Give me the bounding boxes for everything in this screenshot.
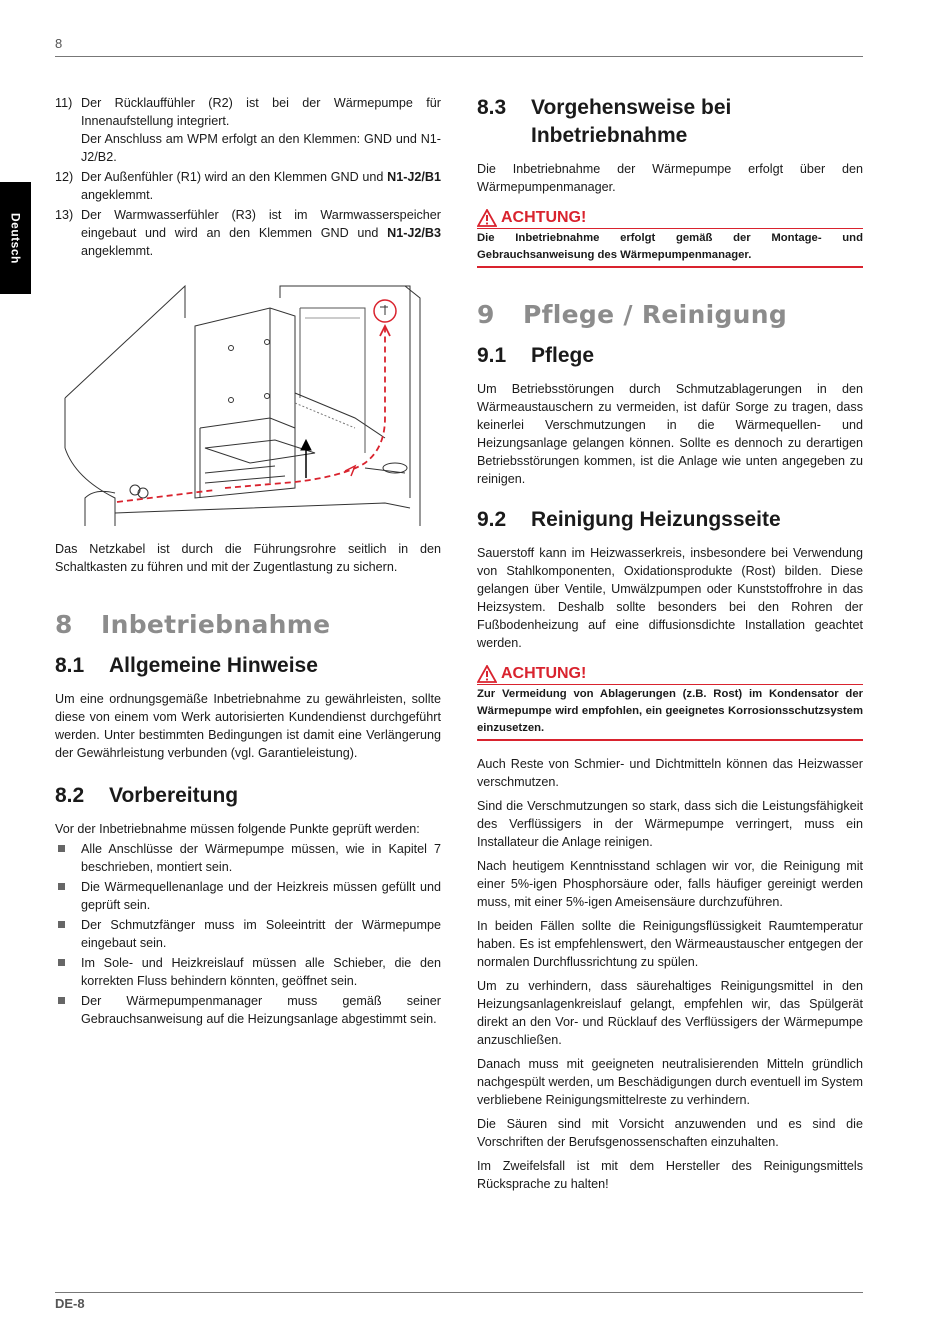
- footer-page-label: DE-8: [55, 1296, 85, 1311]
- list-item: Im Sole- und Heizkreislauf müssen alle Schieber, die den korrekten Fluss behindern könnten, geöffnet sein.: [55, 954, 441, 990]
- left-column: [55, 94, 441, 1030]
- list-item: [55, 206, 441, 260]
- section-heading-9-2: 9.2 Reinigung Heizungsseite: [477, 508, 781, 531]
- language-tab: [0, 182, 31, 294]
- warning-triangle-icon: [477, 209, 497, 227]
- list-item: Der Wärmepumpenmanager muss gemäß seiner Gebrauchsanweisung auf die Heizungsanlage abgestimmt sein.: [55, 992, 441, 1028]
- paragraph: Um zu verhindern, dass säurehaltiges Reinigungsmittel in den Heizungsanlagenkreislauf gelangt, empfehlen wir, das Spülgerät direkt an den Vor- und Rücklauf des Verflüssigers der Wärmepumpe anzuschließen.: [477, 979, 863, 1047]
- warning-box: [477, 664, 863, 741]
- figure-caption: Das Netzkabel ist durch die Führungsrohre seitlich in den Schaltkasten zu führen und mit der Zugentlastung zu sichern.: [55, 542, 441, 574]
- warning-triangle-icon: [477, 665, 497, 683]
- square-bullet-icon: [55, 992, 81, 1028]
- chapter-heading-8: 8 Inbetriebnahme: [55, 610, 331, 639]
- section-9-2-text: Sauerstoff kann im Heizwasserkreis, insbesondere bei Verwendung von Stahlkomponenten, Oxidationsprodukte (Rost) bilden. Diese gelangen über Ventile, Umwälzpumpen oder Kunststoffrohre in das Heizsystem. Deshalb sollte besonders bei den Rohren der Fußbodenheizung auf eine diffusionsdichte Installation geachtet werden.: [477, 546, 863, 650]
- paragraph: In beiden Fällen sollte die Reinigungsflüssigkeit Raumtemperatur haben. Es ist empfehlenswert, den Wärmeaustauscher entgegen der normalen Durchflussrichtung zu spülen.: [477, 919, 863, 969]
- list-text: Der Warmwasserfühler (R3) ist im Warmwasserspeicher eingebaut und wird an den Klemmen GND und N1-J2/B3 angeklemmt.: [81, 208, 441, 258]
- list-text: Der Außenfühler (R1) wird an den Klemmen GND und N1-J2/B1 angeklemmt.: [81, 170, 441, 202]
- footer-rule: [55, 1292, 863, 1293]
- paragraph: Auch Reste von Schmier- und Dichtmitteln können das Heizwasser verschmutzen.: [477, 757, 863, 789]
- list-item: Der Schmutzfänger muss im Soleeintritt der Wärmepumpe eingebaut sein.: [55, 916, 441, 952]
- paragraph: Im Zweifelsfall ist mit dem Hersteller des Reinigungsmittels Rücksprache zu halten!: [477, 1159, 863, 1191]
- warning-title: ACHTUNG!: [501, 665, 587, 682]
- list-item: [55, 94, 441, 166]
- section-8-2-intro: Vor der Inbetriebnahme müssen folgende Punkte geprüft werden:: [55, 822, 420, 836]
- header-rule: [55, 56, 863, 57]
- section-heading-9-1: 9.1 Pflege: [477, 344, 595, 367]
- paragraph: Danach muss mit geeigneten neutralisierenden Mitteln gründlich nachgespült werden, um Beschädigungen durch eventuell im System verbliebene Reinigungsmittelreste zu verhindern.: [477, 1057, 863, 1107]
- warning-title: ACHTUNG!: [501, 209, 587, 226]
- square-bullet-icon: [55, 954, 81, 990]
- cable-routing-figure: [55, 278, 441, 526]
- right-column: [477, 94, 863, 1199]
- square-bullet-icon: [55, 840, 81, 876]
- square-bullet-icon: [55, 916, 81, 952]
- list-item: Alle Anschlüsse der Wärmepumpe müssen, wie in Kapitel 7 beschrieben, montiert sein.: [55, 840, 441, 876]
- section-heading-8-1: 8.1 Allgemeine Hinweise: [55, 654, 318, 677]
- page-number: 8: [55, 36, 63, 51]
- paragraph: Sind die Verschmutzungen so stark, dass sich die Leistungsfähigkeit des Verflüssigers in der Wärmepumpe verringert, muss ein Installateur die Anlage reinigen.: [477, 799, 863, 849]
- list-text: Der Rücklauffühler (R2) ist bei der Wärmepumpe für Innenaufstellung integriert. Der Anschluss am WPM erfolgt an den Klemmen: GND und N1-J2/B2.: [81, 96, 441, 164]
- section-heading-8-3: 8.3 Vorgehensweise bei Inbetriebnahme: [477, 96, 732, 147]
- section-heading-8-2: 8.2 Vorbereitung: [55, 784, 239, 807]
- connection-list: [55, 94, 441, 260]
- section-9-1-text: Um Betriebsstörungen durch Schmutzablagerungen in den Wärmeaustauschern zu vermeiden, ist dafür Sorge zu tragen, dass keinerlei Verschmutzungen in die Wärmequellen- und Heizungsanlage gelangen können. Sollte es dennoch zu derartigen Betriebsstörungen kommen, ist die Anlage wie unten angegeben zu reinigen.: [477, 382, 863, 486]
- list-number: 13): [55, 208, 74, 222]
- square-bullet-icon: [55, 878, 81, 914]
- list-item: [55, 168, 441, 204]
- paragraph: Nach heutigem Kenntnisstand schlagen wir vor, die Reinigung mit einer 5%-igen Phosphorsäure oder, falls häufiger gereinigt werden muss, mit einer 5%-igen Ameisensäure durchzuführen.: [477, 859, 863, 909]
- chapter-heading-9: 9 Pflege / Reinigung: [477, 300, 788, 329]
- language-tab-label: Deutsch: [8, 212, 23, 264]
- warning-text: Zur Vermeidung von Ablagerungen (z.B. Rost) im Kondensator der Wärmepumpe wird empfohlen, ein geeignetes Korrosionsschutzsystem einzusetzen.: [477, 684, 863, 737]
- warning-text: Die Inbetriebnahme erfolgt gemäß der Montage- und Gebrauchsanweisung des Wärmepumpenmanager.: [477, 228, 863, 264]
- paragraph: Die Säuren sind mit Vorsicht anzuwenden und es sind die Vorschriften der Berufsgenossenschaften einzuhalten.: [477, 1117, 863, 1149]
- list-number: 12): [55, 170, 74, 184]
- list-number: 11): [55, 96, 73, 110]
- section-8-1-text: Um eine ordnungsgemäße Inbetriebnahme zu gewährleisten, sollte diese von einem vom Werk autorisierten Kundendienst durchgeführt werden. Unter bestimmten Bedingungen ist damit eine Verlängerung der Gewährleistung verbunden (vgl. Garantieleistung).: [55, 692, 441, 760]
- list-item: Die Wärmequellenanlage und der Heizkreis müssen gefüllt und geprüft sein.: [55, 878, 441, 914]
- section-8-3-text: Die Inbetriebnahme der Wärmepumpe erfolgt über den Wärmepumpenmanager.: [477, 162, 863, 194]
- warning-box: [477, 208, 863, 268]
- checklist: [55, 840, 441, 1028]
